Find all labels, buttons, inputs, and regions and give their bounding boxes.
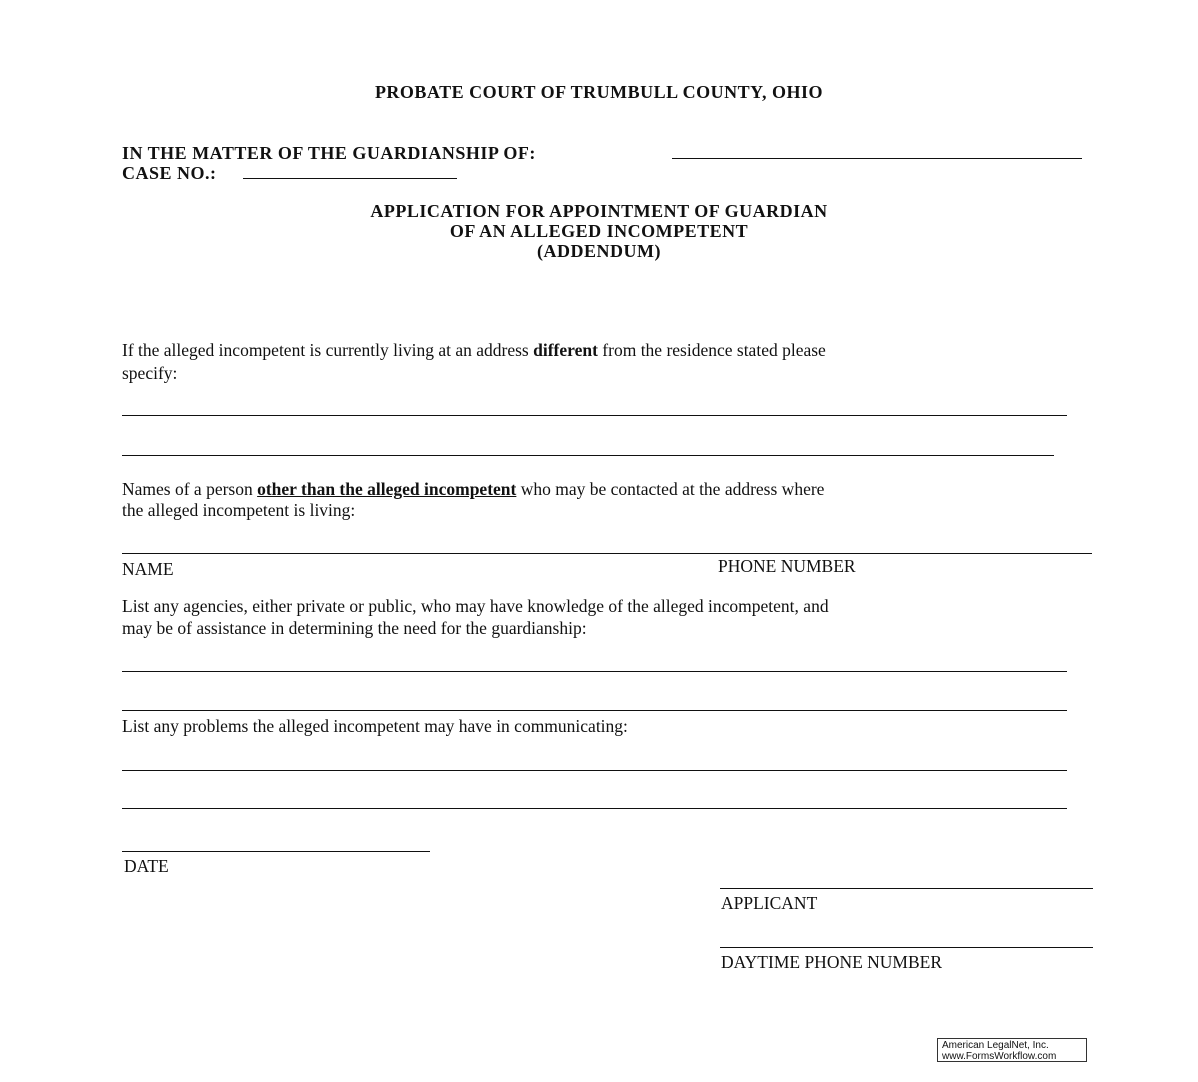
matter-label: IN THE MATTER OF THE GUARDIANSHIP OF: bbox=[122, 143, 536, 163]
form-title-2: OF AN ALLEGED INCOMPETENT bbox=[449, 221, 749, 241]
form-title-1: APPLICATION FOR APPOINTMENT OF GUARDIAN bbox=[370, 201, 828, 221]
american-legalnet-logo bbox=[937, 1038, 1087, 1062]
address-line-2[interactable] bbox=[122, 455, 1054, 456]
question-communication: List any problems the alleged incompetent may have in communicating: bbox=[122, 716, 628, 736]
logo-line-2: www.FormsWorkflow.com bbox=[942, 1051, 1057, 1062]
agencies-line-1[interactable] bbox=[122, 671, 1067, 672]
communication-line-1[interactable] bbox=[122, 770, 1067, 771]
logo-line-1: American LegalNet, Inc. bbox=[942, 1040, 1049, 1051]
name-label: NAME bbox=[122, 559, 174, 579]
case-number-field[interactable] bbox=[243, 178, 457, 179]
daytime-phone-field[interactable] bbox=[720, 947, 1093, 948]
q2-text-end: who may be contacted at the address where bbox=[516, 479, 825, 499]
q1-text: If the alleged incompetent is currently living at an address bbox=[122, 340, 534, 360]
daytime-phone-label: DAYTIME PHONE NUMBER bbox=[721, 952, 943, 972]
question-agencies-line2: may be of assistance in determining the need for the guardianship: bbox=[122, 618, 587, 638]
applicant-signature-field[interactable] bbox=[720, 888, 1093, 889]
guardianship-name-field[interactable] bbox=[672, 158, 1082, 159]
date-field[interactable] bbox=[122, 851, 430, 852]
question-address-line2: specify: bbox=[122, 363, 178, 383]
contact-line[interactable] bbox=[122, 553, 1092, 554]
form-title-3: (ADDENDUM) bbox=[537, 241, 661, 261]
question-agencies: List any agencies, either private or public, who may have knowledge of the alleged incompetent, and bbox=[122, 596, 829, 616]
question-address bbox=[122, 340, 826, 361]
date-label: DATE bbox=[124, 856, 169, 876]
q1-bold: different bbox=[533, 340, 598, 360]
applicant-label: APPLICANT bbox=[721, 893, 818, 913]
communication-line-2[interactable] bbox=[122, 808, 1067, 809]
address-line-1[interactable] bbox=[122, 415, 1067, 416]
question-contact-line2: the alleged incompetent is living: bbox=[122, 500, 356, 520]
q2-underlined: other than the alleged incompetent bbox=[257, 479, 517, 499]
q1-text-end: from the residence stated please bbox=[597, 340, 826, 360]
case-label: CASE NO.: bbox=[122, 163, 217, 183]
q2-text: Names of a person bbox=[122, 479, 258, 499]
agencies-line-2[interactable] bbox=[122, 710, 1067, 711]
question-contact bbox=[122, 479, 824, 500]
court-heading: PROBATE COURT OF TRUMBULL COUNTY, OHIO bbox=[374, 82, 824, 102]
phone-number-label: PHONE NUMBER bbox=[718, 556, 856, 576]
